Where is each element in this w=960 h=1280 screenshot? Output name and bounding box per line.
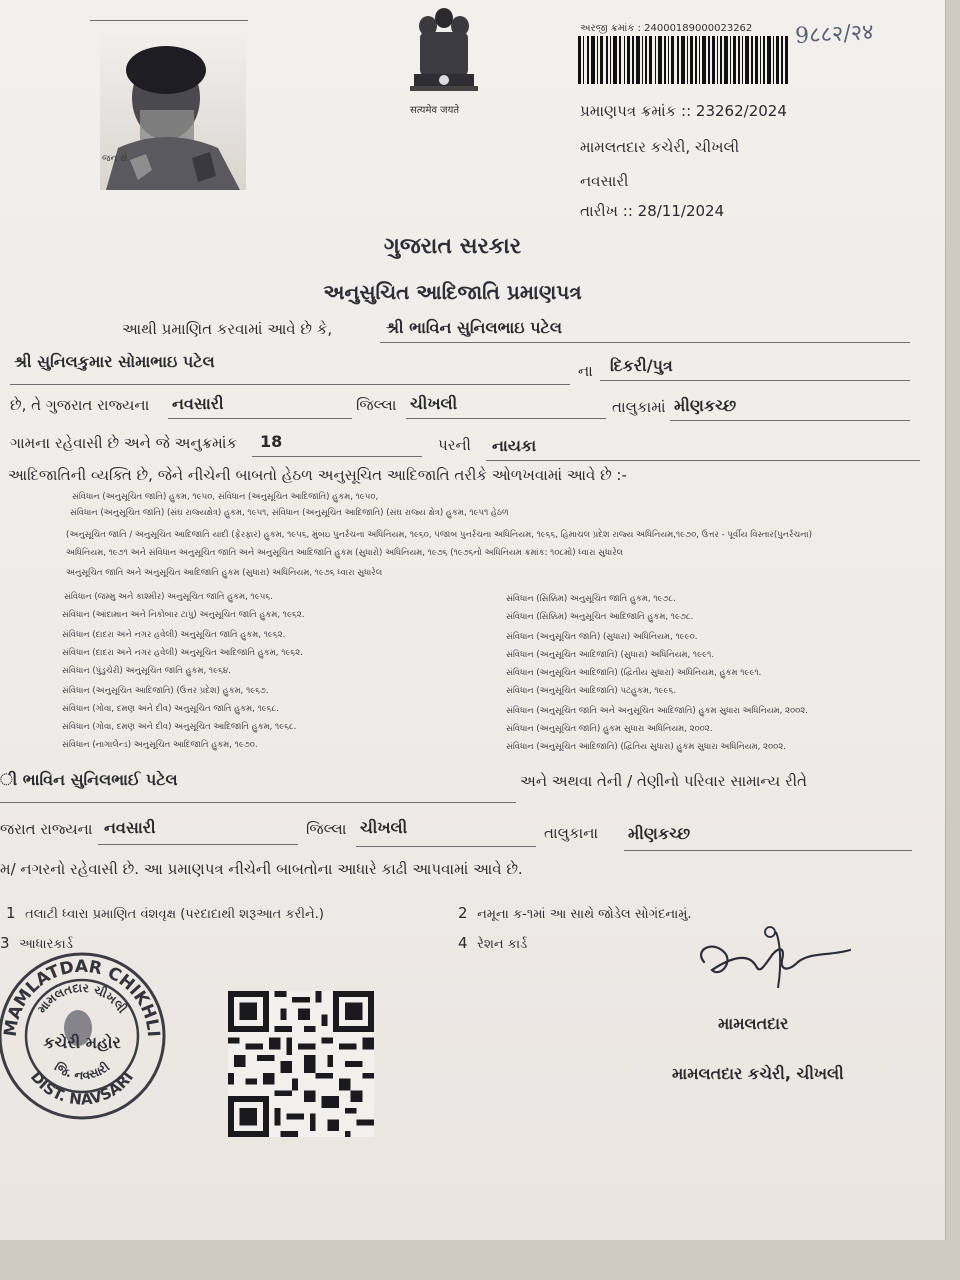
district-label: જિલ્લા [356, 396, 397, 414]
underline [670, 420, 910, 421]
holder-name: શ્રી ભાવિન સુનિલભાઇ પટેલ [386, 318, 562, 337]
underline [98, 844, 298, 845]
list-item: સંવિધાન (અનુસૂચિત આદિજાતિ) (સુધારા) અધિનિયમ, ૧૯૯૧. [506, 650, 715, 660]
taluka-label: તાલુકામાં [612, 398, 666, 416]
village-value: મીણકચ્છ [674, 396, 737, 415]
legal-line: અનુસૂચિત જાતિ અને અનુસૂચિત આદિજાતિ હુકમ (સુધારા) અધિનિયમ, ૧૯૭૬ ધ્વારા સુધારેલ [66, 568, 383, 578]
national-emblem-icon [400, 4, 488, 108]
underline [380, 342, 910, 343]
document-item: 3 આધારકાર્ડ [0, 934, 73, 952]
list-item: સંવિધાન (અનુસૂચિત આદિજાતિ) (દ્વિતીય સુધારા) અધિનિયમ, હુકમ ૧૯૯૧. [506, 668, 762, 678]
seal-center-text: કચેરી મહોર [43, 1033, 121, 1052]
underline [10, 384, 570, 385]
father-name: શ્રી સુનિલકુમાર સોમાભાઇ પટેલ [14, 352, 215, 371]
underline [0, 802, 516, 803]
list-item: સંવિધાન (આંદામાન અને નિકોબાર ટાપુ) અનુસૂચિત જાતિ હુકમ, ૧૯૬૨. [62, 610, 305, 620]
list-item: સંવિધાન (દાદરા અને નગર હવેલી) અનુસૂચિત જાતિ હુકમ, ૧૯૬૨. [62, 630, 286, 640]
list-item: સંવિધાન (જમ્મુ અને કાશ્મીર) અનુસૂચિત જાતિ હુકમ, ૧૯૫૬. [64, 592, 273, 602]
resident-text: ગામના રહેવાસી છે અને જે અનુક્રમાંક [10, 434, 238, 452]
barcode [578, 36, 788, 86]
list-item: સંવિધાન (સિક્કિમ) અનુસૂચિત આદિજાતિ હુકમ, ૧૯૭૮. [506, 612, 694, 622]
underline [624, 850, 912, 851]
issuing-district: નવસારી [580, 172, 629, 190]
district-value: નવસારી [172, 394, 224, 413]
list-item: સંવિધાન (સિક્કિમ) અનુસૂચિત જાતિ હુકમ, ૧૯૭૮. [506, 594, 676, 604]
office-seal [0, 946, 170, 1122]
list-item: સંવિધાન (પુંડુચેરી) અનુસૂચિત જાતિ હુકમ, ૧૯૬૪. [62, 666, 231, 676]
seal-inner-top: મામલતદાર ચીખલી [34, 980, 130, 1016]
document-item: 2 નમૂના ક-૧માં આ સાથે જોડેલ સોગંદનામું. [458, 904, 692, 922]
residence-taluka-label: તાલુકાના [544, 824, 599, 842]
signatory-office: મામલતદાર કચેરી, ચીખલી [672, 1064, 844, 1083]
list-item: સંવિધાન (અનુસૂચિત જાતિ અને અનુસૂચિત આદિજાતિ) હુકમ સુધારા અધિનિયમ, ૨૦૦૨. [506, 706, 808, 716]
basis-text: મ/ નગરનો રહેવાસી છે. આ પ્રમાણપત્ર નીચેની બાબતોના આધારે કાઢી આપવામાં આવે છે. [0, 860, 523, 878]
document-item: 4 રેશન કાર્ડ [458, 934, 528, 952]
application-number: અરજી ક્રમાંક : 24000189000023262 [580, 23, 753, 34]
qr-code [228, 990, 374, 1138]
family-text: અને અથવા તેની / તેણીનો પરિવાર સામાન્ય રીતે [520, 772, 807, 790]
certificate-title: અનુસુચિત આદિજાતિ પ્રમાણપત્ર [323, 280, 582, 304]
residence-district-label: જિલ્લા [306, 820, 347, 838]
legal-line: (અનુસૂચિત જાતિ / અનુસૂચિત આદિજાતિ યાદી (ફેરફાર) હુકમ, ૧૯૫૬, મુંબઇ પુનર્રચના અધિનિયમ, ૧૯૬૦, પંજાબ પુનર્રચના અધિનિયમ, ૧૯૬૬, હિમાચલ પ્રદેશ રાજ્ય અધિનિયમ,૧૯૭૦, ઉત્તર - પૂર્વીય વિસ્તાર(પુનર્રચના) [66, 530, 812, 540]
issue-date: તારીખ :: 28/11/2024 [580, 202, 725, 220]
on-label: પરની [438, 436, 471, 454]
list-item: સંવિધાન (અનુસૂચિત આદિજાતિ) (દ્વિતિય સુધારા) હુકમ સુધારા અધિનિયમ, ૨૦૦૨. [506, 742, 786, 752]
document-item: 1 તલાટી ધ્વારા પ્રમાણિત વંશવૃક્ષ (પરદાદાથી શરૂઆત કરીને.) [6, 904, 324, 922]
legal-line: સંવિધાન (અનુસૂચિત જાતિ) (સંઘ રાજ્યક્ષેત્ર) હુકમ, ૧૯૫૧, સંવિધાન (અનુસૂચિત આદિજાતિ) (સંઘ રાજ્ય ક્ષેત્ર) હુકમ, ૧૯૫૧ હેઠળ [70, 508, 509, 518]
seal-top-text: MAMLATDAR CHIKHLI [0, 956, 164, 1038]
seal-bottom-text: DIST. NAVSARI [26, 1067, 137, 1109]
signatory-title: મામલતદાર [718, 1014, 789, 1033]
residence-state-prefix: જરાત રાજ્યના [0, 820, 93, 838]
residence-village: મીણકચ્છ [628, 824, 691, 843]
underline [356, 846, 536, 847]
legal-line: અધિનિયમ, ૧૯૭૧ અને સંવિધાન અનુસૂચિત જાતિ અને અનુસૂચિત આદિજાતિ હુકમ (સુધારો) અધિનિયમ, ૧૯૭૬ (૧૯૭૬નો અધિનિયમ ક્રમાંક: ૧૦૮મો) ધ્વારા સુધારેલ [66, 548, 624, 558]
state-prefix: છે, તે ગુજરાત રાજ્યના [10, 396, 150, 414]
photo-caption: જન સે [102, 154, 128, 164]
seal-inner-bottom: જિ. નવસારી [51, 1059, 113, 1083]
serial-number: 18 [260, 432, 283, 451]
underline [252, 456, 422, 457]
residence-name: ી ભાવિન સુનિલભાઈ પટેલ [0, 770, 178, 789]
legal-line: સંવિધાન (અનુસૂચિત જાતિ) હુકમ, ૧૯૫૦, સંવિધાન (અનુસૂચિત આદિજાતિ) હુકમ, ૧૯૫૦, [72, 492, 379, 502]
emblem-motto: सत्यमेव जयते [410, 105, 460, 116]
underline [406, 418, 606, 419]
certificate-number: પ્રમાણપત્ર ક્રમાંક :: 23262/2024 [580, 102, 787, 120]
list-item: સંવિધાન (અનુસૂચિત જાતિ) (સુધારા) અધિનિયમ, ૧૯૯૦. [506, 632, 698, 642]
list-item: સંવિધાન (અનુસૂચિત આદિજાતિ) (ઉત્તર પ્રદેશ) હુકમ, ૧૯૬૭. [62, 686, 269, 696]
underline [486, 460, 920, 461]
of-label: ના [578, 362, 593, 380]
taluka-value: ચીખલી [410, 394, 458, 413]
tribe-name: નાયકા [492, 436, 537, 455]
residence-taluka: ચીખલી [360, 818, 408, 837]
residence-district: નવસારી [104, 818, 156, 837]
handwritten-note: 9८८२/२४ [794, 19, 875, 50]
list-item: સંવિધાન (દાદરા અને નગર હવેલી) અનુસૂચિત આદિજાતિ હુકમ, ૧૯૬૨. [62, 648, 303, 658]
underline [168, 418, 352, 419]
underline [600, 380, 910, 381]
signature [690, 922, 860, 1000]
list-item: સંવિધાન (અનુસૂચિત જાતિ) હુકમ સુધારા અધિનિયમ, ૨૦૦૨. [506, 724, 713, 734]
relation: દિકરી/પુત્ર [610, 356, 673, 375]
certify-text: આથી પ્રમાણિત કરવામાં આવે છે કે, [122, 320, 333, 338]
top-rule [90, 20, 248, 21]
applicant-photo [100, 30, 246, 190]
list-item: સંવિધાન (નાગાલેન્ડ) અનુસૂચિત આદિજાતિ હુકમ, ૧૯૭૦. [62, 740, 258, 750]
issuing-office: મામલતદાર કચેરી, ચીખલી [580, 138, 740, 156]
tribal-statement: આદિજાતિની વ્યક્તિ છે, જેને નીચેની બાબતો હેઠળ અનુસૂચિત આદિજાતિ તરીકે ઓળખવામાં આવે છે :- [8, 466, 627, 484]
list-item: સંવિધાન (અનુસૂચિત આદિજાતિ) પટહુકમ, ૧૯૯૬. [506, 686, 677, 696]
list-item: સંવિધાન (ગોવા, દમણ અને દીવ) અનુસૂચિત આદિજાતિ હુકમ, ૧૯૬૮. [62, 722, 297, 732]
government-heading: ગુજરાત સરકાર [383, 234, 522, 259]
list-item: સંવિધાન (ગોવા, દમણ અને દીવ) અનુસૂચિત જાતિ હુકમ, ૧૯૬૮. [62, 704, 279, 714]
